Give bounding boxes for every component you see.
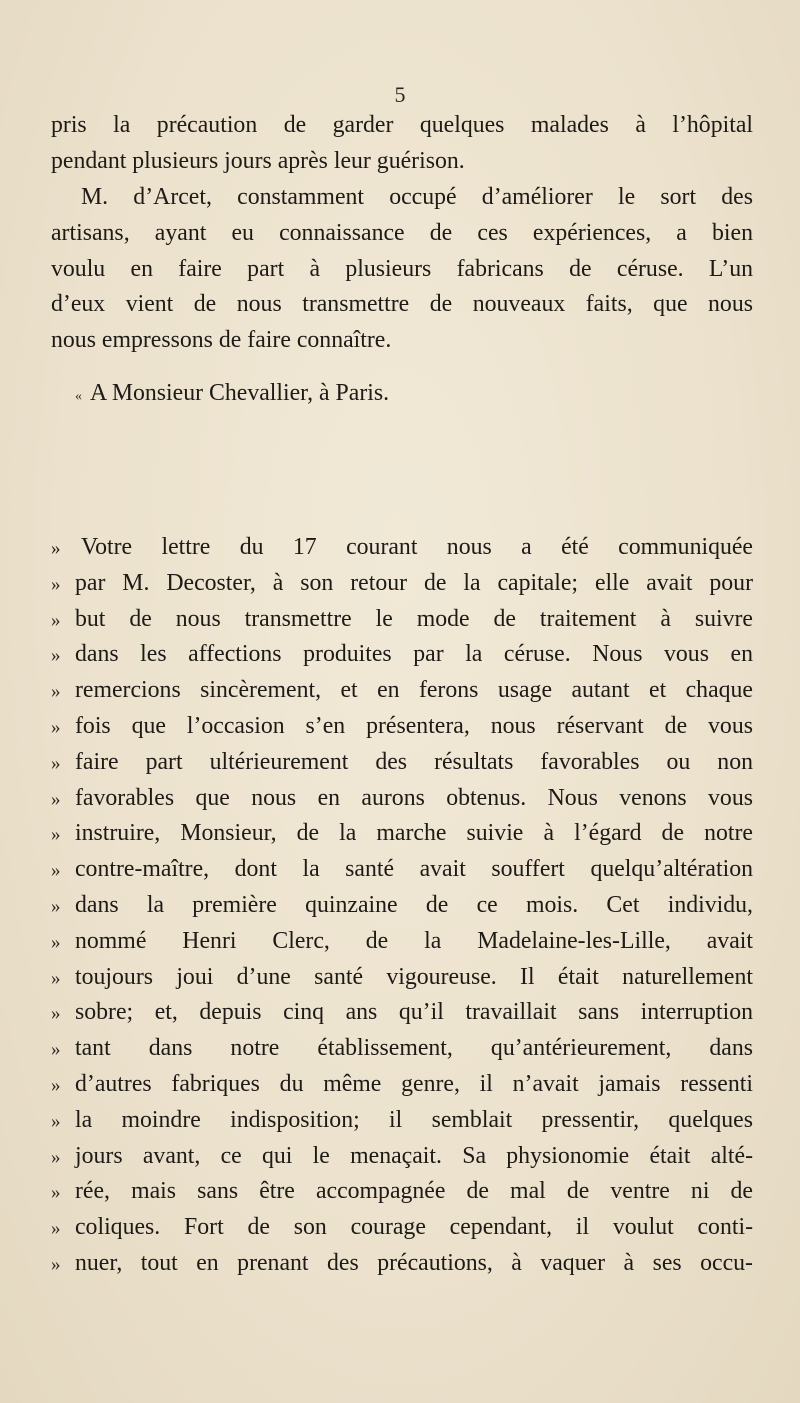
letter-line	[51, 816, 753, 852]
quote-mark: »	[51, 824, 61, 846]
letter-line-text: tant dans notre établissement, qu’antérieurement, dans	[75, 1035, 753, 1062]
text-line: nous empressons de faire connaître.	[51, 327, 392, 354]
quote-mark: »	[51, 895, 61, 917]
quote-mark: »	[51, 1003, 61, 1025]
quote-mark: »	[51, 752, 61, 774]
quote-mark: »	[51, 538, 61, 559]
quote-mark: »	[51, 1218, 61, 1240]
quote-mark: »	[51, 1253, 61, 1275]
letter-line	[51, 1246, 753, 1282]
letter-line	[51, 995, 753, 1031]
quote-mark: »	[51, 1110, 61, 1132]
quote-mark: »	[51, 1182, 61, 1204]
quote-mark: »	[51, 609, 61, 631]
quote-mark: »	[51, 967, 61, 989]
letter-line-text: coliques. Fort de son courage cependant, il voulut conti-	[75, 1214, 753, 1241]
letter-line	[51, 602, 753, 638]
letter-line	[51, 924, 753, 960]
letter-line-text: fois que l’occasion s’en présentera, nous réservant de vous	[75, 712, 753, 739]
letter-line	[51, 1067, 753, 1103]
letter-body	[51, 530, 753, 1282]
letter-line	[51, 745, 753, 781]
letter-line-text: par M. Decoster, à son retour de la capitale; elle avait pour	[75, 569, 753, 596]
quote-mark: »	[51, 1039, 61, 1061]
text-line: pendant plusieurs jours après leur guérison.	[51, 147, 465, 174]
quote-mark: »	[51, 788, 61, 810]
text-line: pris la précaution de garder quelques malades à l’hôpital	[51, 112, 753, 138]
letter-line-text: but de nous transmettre le mode de traitement à suivre	[75, 605, 753, 632]
letter-line	[51, 530, 753, 566]
quote-mark: »	[51, 573, 61, 595]
quote-mark: »	[51, 1074, 61, 1096]
letter-line	[51, 709, 753, 745]
letter-line-text: sobre; et, depuis cinq ans qu’il travaillait sans interruption	[75, 999, 753, 1026]
page-number: 5	[394, 82, 406, 107]
text-line: artisans, ayant eu connaissance de ces expériences, a bien	[51, 219, 753, 246]
text-line: M. d’Arcet, constamment occupé d’améliorer le sort des	[81, 184, 753, 210]
letter-line-text: la moindre indisposition; il semblait pressentir, quelques	[75, 1106, 753, 1133]
letter-line-text: toujours joui d’une santé vigoureuse. Il était naturellement	[75, 963, 753, 990]
letter-line-text: dans les affections produites par la céruse. Nous vous en	[75, 641, 753, 668]
letter-salutation	[75, 376, 575, 412]
letter-line	[51, 637, 753, 673]
letter-line	[51, 960, 753, 996]
letter-line	[51, 888, 753, 924]
letter-line-text: Votre lettre du 17 courant nous a été communiquée	[81, 534, 753, 560]
letter-line	[51, 566, 753, 602]
letter-line-text: remercions sincèrement, et en ferons usage autant et chaque	[75, 677, 753, 704]
letter-line-text: nommé Henri Clerc, de la Madelaine-les-Lille, avait	[75, 927, 753, 954]
letter-line-text: faire part ultérieurement des résultats favorables ou non	[75, 748, 753, 775]
quote-mark: »	[51, 716, 61, 738]
quote-mark: »	[51, 1146, 61, 1168]
letter-line-text: favorables que nous en aurons obtenus. Nous venons vous	[75, 784, 753, 811]
letter-line-text: instruire, Monsieur, de la marche suivie à l’égard de notre	[75, 820, 753, 847]
letter-line	[51, 852, 753, 888]
letter-line-text: rée, mais sans être accompagnée de mal de ventre ni de	[75, 1178, 753, 1205]
letter-line-text: dans la première quinzaine de ce mois. Cet individu,	[75, 891, 753, 918]
salutation-line	[75, 376, 575, 412]
letter-line	[51, 1210, 753, 1246]
salutation-text: A Monsieur Chevallier, à Paris.	[90, 380, 390, 406]
letter-line-text: contre-maître, dont la santé avait souffert quelqu’altération	[75, 856, 753, 883]
quote-mark: »	[51, 931, 61, 953]
text-line: voulu en faire part à plusieurs fabricans de céruse. L’un	[51, 255, 753, 282]
letter-line	[51, 1103, 753, 1139]
letter-line	[51, 1174, 753, 1210]
opening-quote-mark: «	[75, 389, 82, 404]
letter-line	[51, 1139, 753, 1175]
quote-mark: »	[51, 645, 61, 667]
text-line: d’eux vient de nous transmettre de nouveaux faits, que nous	[51, 291, 753, 318]
letter-line	[51, 673, 753, 709]
intro-paragraph	[51, 108, 753, 180]
letter-line-text: jours avant, ce qui le menaçait. Sa physionomie était alté-	[75, 1142, 753, 1169]
letter-line	[51, 781, 753, 817]
body-paragraph	[51, 180, 753, 359]
letter-line	[51, 1031, 753, 1067]
quote-mark: »	[51, 681, 61, 703]
quote-mark: »	[51, 860, 61, 882]
letter-line-text: nuer, tout en prenant des précautions, à vaquer à ses occu-	[75, 1249, 753, 1276]
letter-line-text: d’autres fabriques du même genre, il n’avait jamais ressenti	[75, 1070, 753, 1097]
